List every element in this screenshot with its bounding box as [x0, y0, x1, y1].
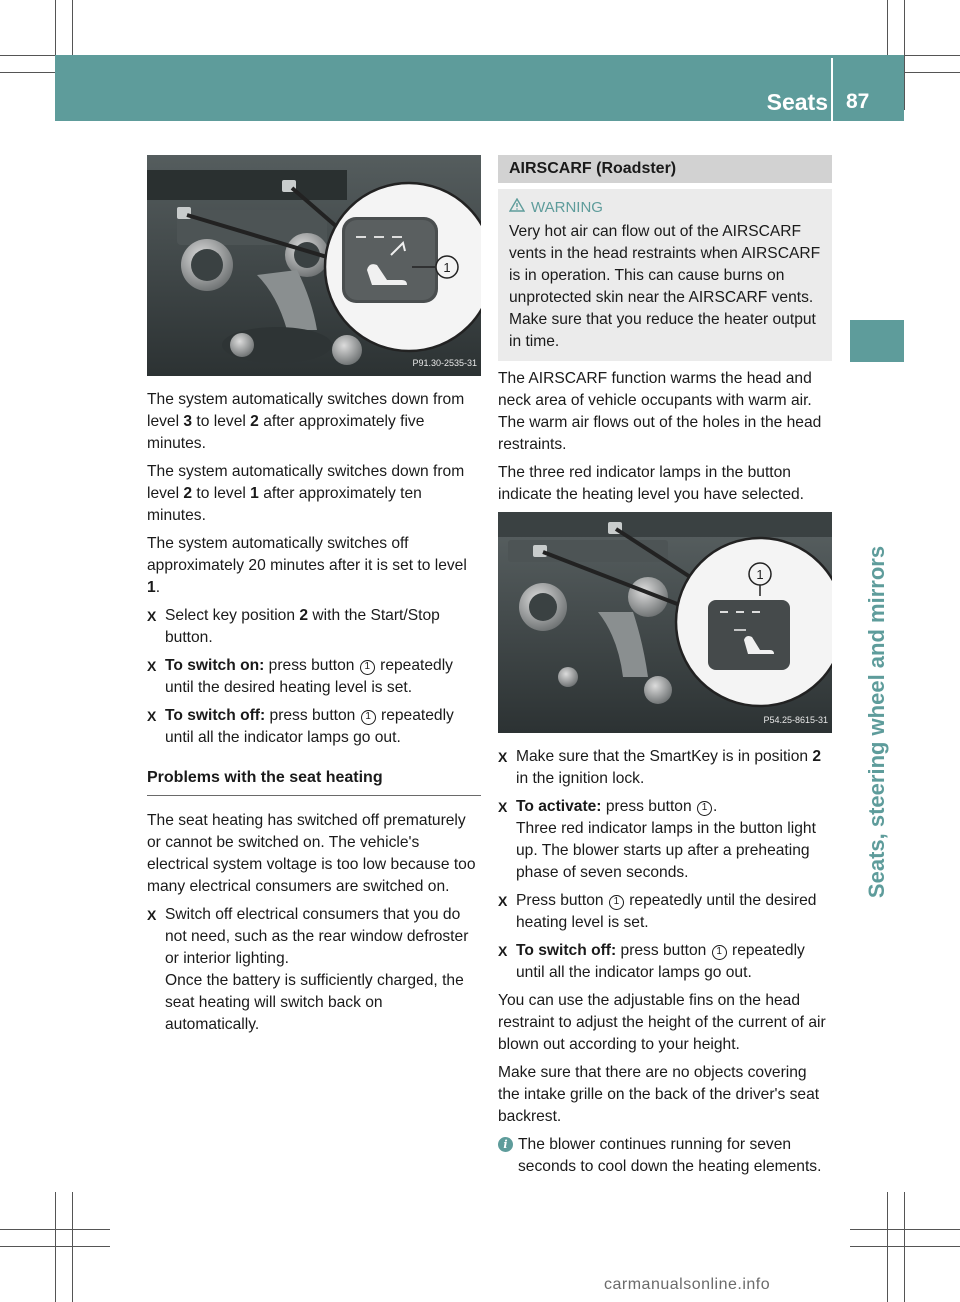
- paragraph: The three red indicator lamps in the button indicate the heating level you have selected.: [498, 464, 805, 503]
- paragraph: The system automatically switches down from level 3 to level 2 after approximately five minutes.: [147, 391, 465, 452]
- instruction-step: X Press button 1 repeatedly until the desired heating level is set.: [498, 892, 817, 931]
- center-console-illustration: [147, 155, 481, 376]
- instruction-step: X To switch off: press button 1 repeatedly until all the indicator lamps go out.: [147, 707, 454, 746]
- warning-text: Very hot air can flow out of the AIRSCARF vents in the head restraints when AIRSCARF is in operation. This can cause burns on unprotected skin near the AIRSCARF vents. Make sure that you reduce the heater output in time.: [509, 223, 821, 350]
- paragraph: The system automatically switches off approximately 20 minutes after it is set to level 1.: [147, 535, 467, 596]
- callout-1-icon: 1: [360, 660, 375, 675]
- paragraph: The AIRSCARF function warms the head and neck area of vehicle occupants with warm air. The warm air flows out of the holes in the head restraints.: [498, 370, 822, 453]
- callout-1-icon: 1: [697, 801, 712, 816]
- paragraph: The system automatically switches down from level 2 to level 1 after approximately ten minutes.: [147, 463, 465, 524]
- step-marker-icon: X: [147, 708, 157, 724]
- paragraph: The seat heating has switched off prematurely or cannot be switched on. The vehicle's electrical system voltage is too low because too many electrical consumers are switched on.: [147, 812, 476, 895]
- callout-1-icon: 1: [712, 945, 727, 960]
- info-note: i The blower continues running for seven seconds to cool down the heating elements.: [498, 1134, 832, 1178]
- crop-mark: [887, 1192, 888, 1302]
- callout-1-icon: 1: [361, 710, 376, 725]
- instruction-step: X Select key position 2 with the Start/Stop button.: [147, 607, 440, 646]
- figure-code: P54.25-8615-31: [763, 715, 828, 725]
- crop-mark: [904, 0, 905, 110]
- airscarf-button-figure: [498, 512, 832, 733]
- crop-mark: [55, 1192, 56, 1302]
- center-console-illustration: [498, 512, 832, 733]
- figure-code: P91.30-2535-31: [412, 358, 477, 368]
- chapter-title: Seats, steering wheel and mirrors: [864, 545, 889, 899]
- figure-callout-1: 1: [443, 260, 451, 275]
- step-marker-icon: X: [147, 658, 157, 674]
- seat-heating-button-figure: [147, 155, 481, 376]
- left-column: [147, 155, 481, 1042]
- info-icon: i: [498, 1137, 513, 1152]
- step-marker-icon: X: [498, 749, 508, 765]
- instruction-step: X Make sure that the SmartKey is in position 2 in the ignition lock.: [498, 748, 822, 787]
- step-marker-icon: X: [498, 893, 508, 909]
- crop-mark: [72, 1192, 73, 1302]
- crop-mark: [850, 1246, 960, 1247]
- step-marker-icon: X: [147, 608, 157, 624]
- page-title: Seats: [766, 89, 828, 115]
- warning-box: [498, 189, 832, 361]
- step-marker-icon: X: [498, 943, 508, 959]
- section-heading: AIRSCARF (Roadster): [498, 155, 832, 183]
- step-marker-icon: X: [147, 907, 157, 923]
- callout-1-icon: 1: [609, 895, 624, 910]
- crop-mark: [850, 1229, 960, 1230]
- instruction-step: X To activate: press button 1 . Three red indicator lamps in the button light up. The blower starts up after a preheating phase of seven seconds.: [498, 798, 816, 881]
- warning-title: WARNING: [509, 197, 826, 219]
- warning-triangle-icon: [509, 197, 525, 219]
- paragraph: You can use the adjustable fins on the head restraint to adjust the height of the current of air blown out according to your height.: [498, 992, 826, 1053]
- side-tab-marker: [850, 320, 904, 362]
- step-marker-icon: X: [498, 799, 508, 815]
- paragraph: Make sure that there are no objects covering the intake grille on the back of the driver's seat backrest.: [498, 1064, 820, 1125]
- crop-mark: [904, 1192, 905, 1302]
- section-heading: Problems with the seat heating: [147, 767, 481, 796]
- instruction-step: X To switch on: press button 1 repeatedly until the desired heating level is set.: [147, 657, 453, 696]
- header-divider: [831, 58, 833, 121]
- right-column: [498, 155, 832, 1178]
- figure-callout-1: 1: [756, 567, 764, 582]
- instruction-step: X Switch off electrical consumers that you do not need, such as the rear window defroster or interior lighting. Once the battery is sufficiently charged, the seat heating will switch back on automatically.: [147, 906, 469, 1033]
- instruction-step: X To switch off: press button 1 repeatedly until all the indicator lamps go out.: [498, 942, 805, 981]
- watermark: carmanualsonline.info: [604, 1276, 771, 1293]
- page-number: 87: [846, 90, 870, 113]
